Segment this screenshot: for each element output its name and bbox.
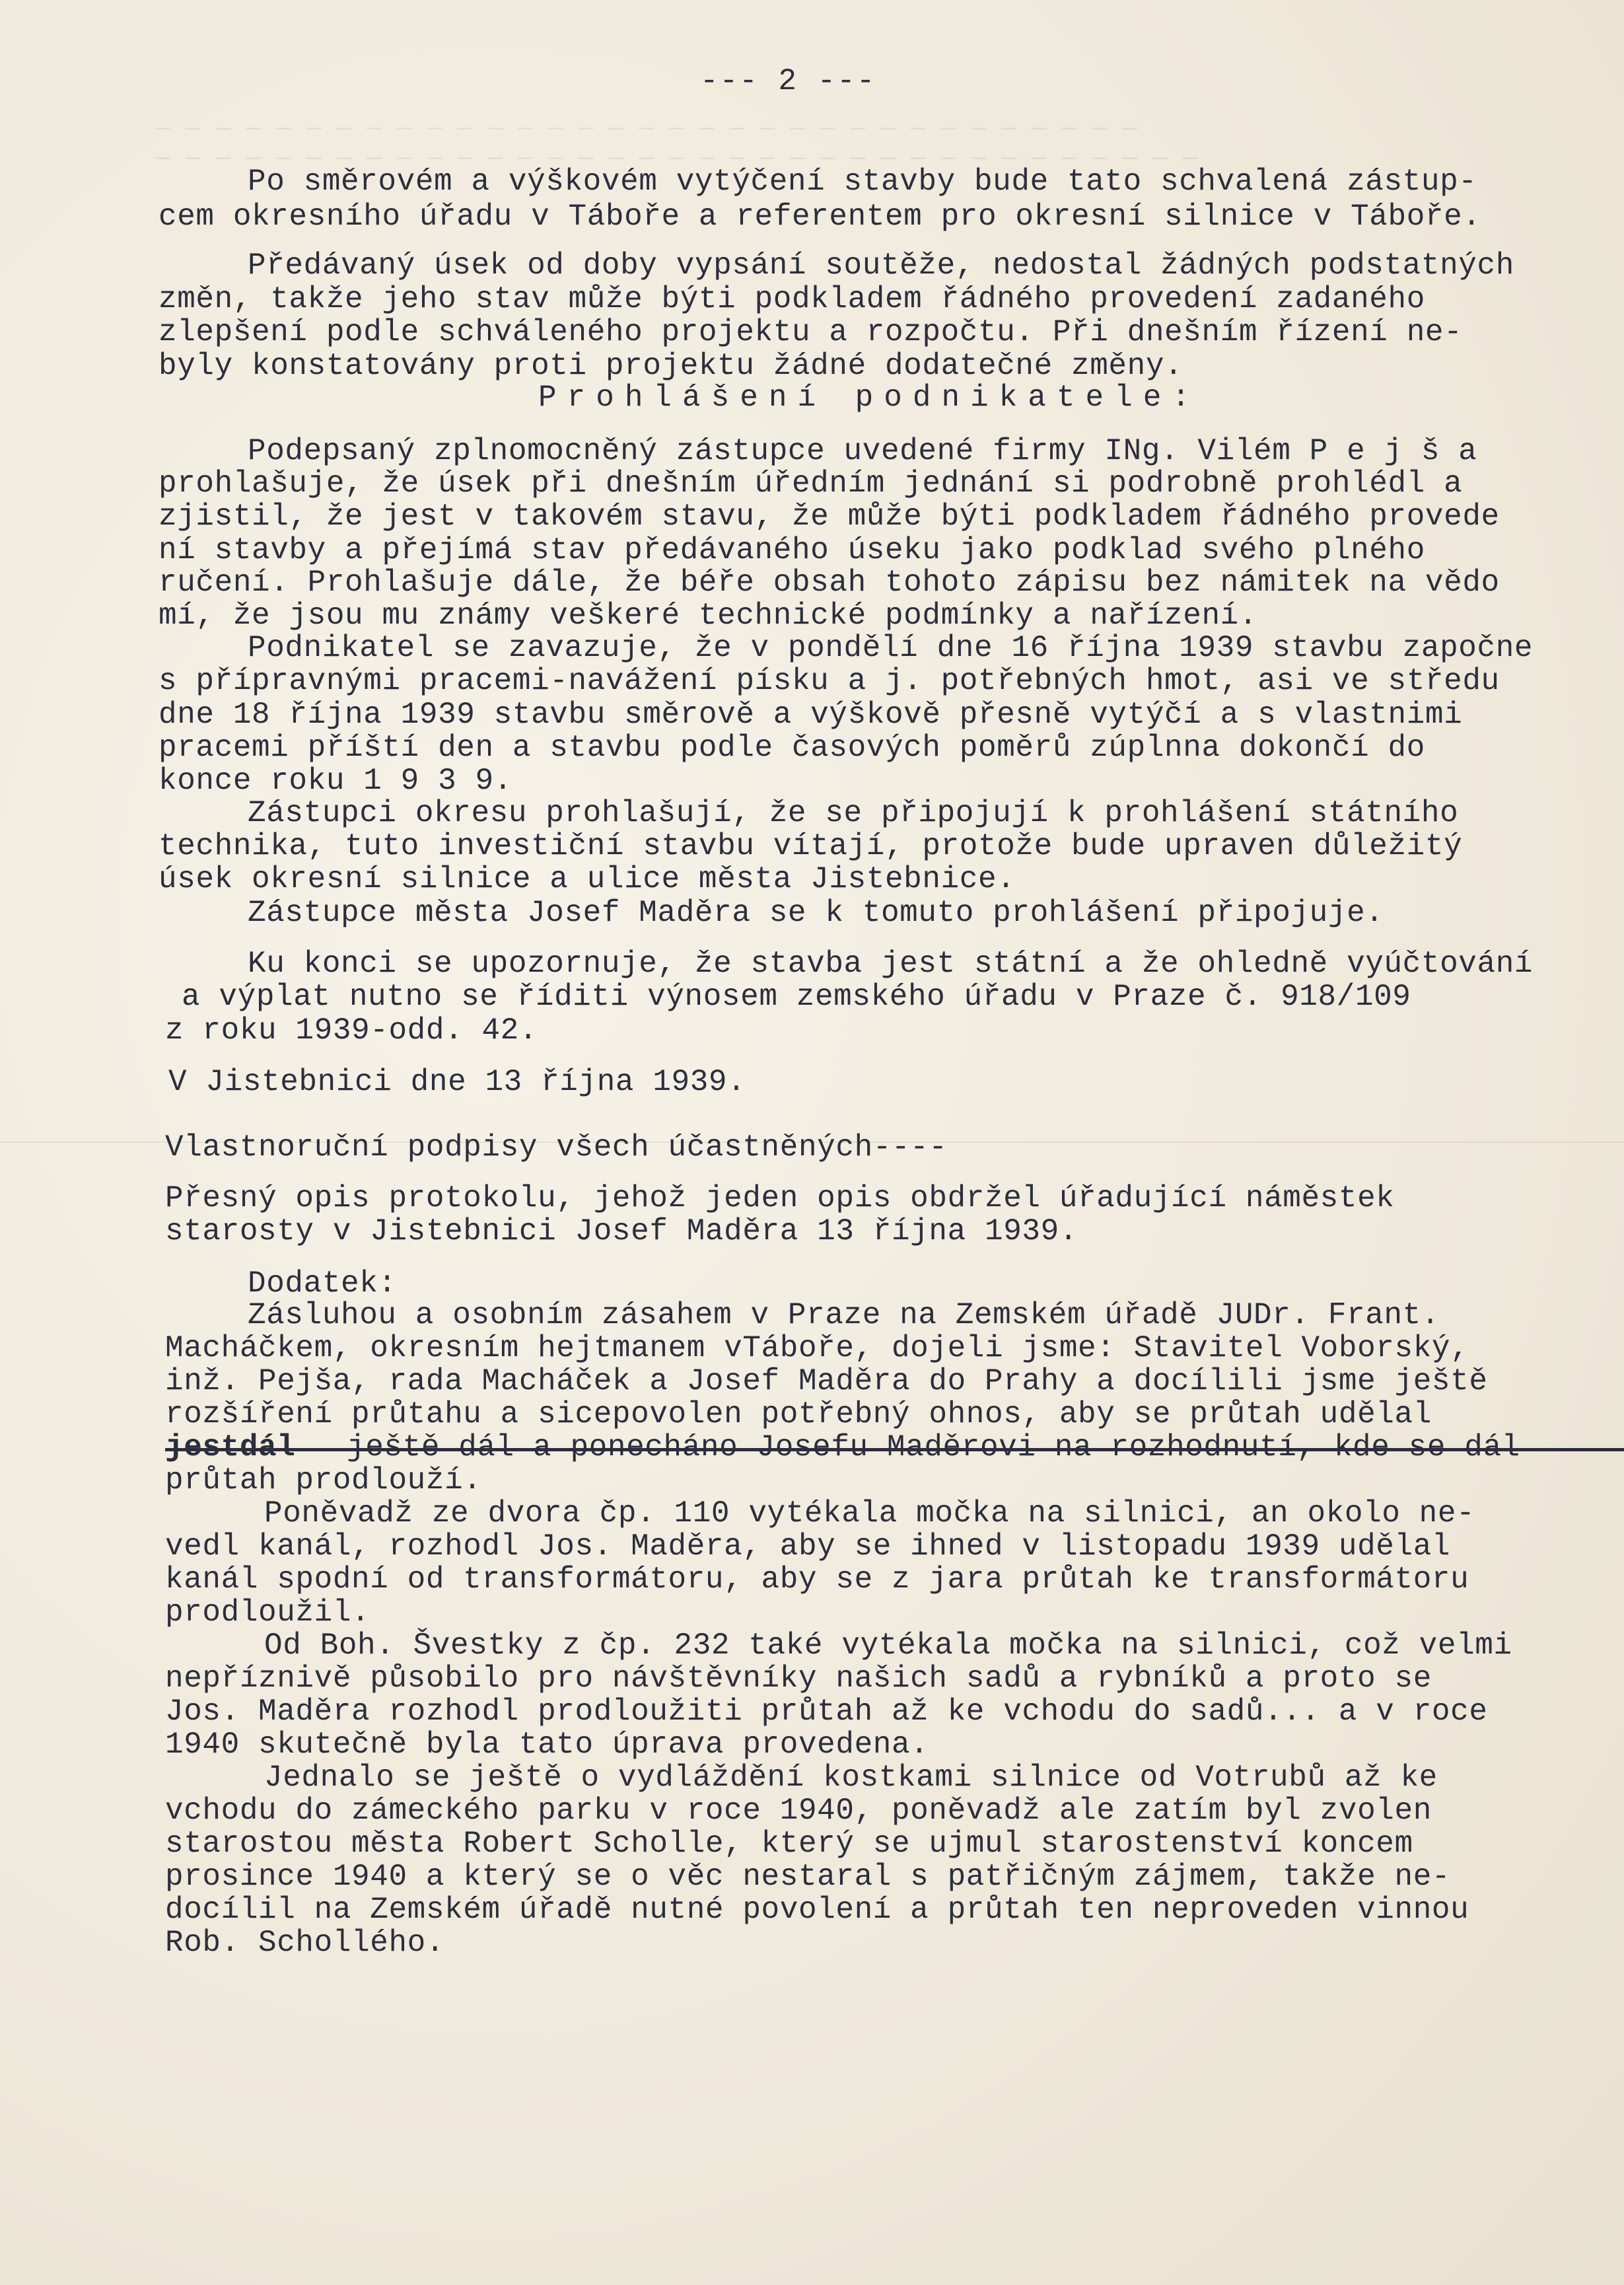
- text-line: Poněvadž ze dvora čp. 110 vytékala močka na silnici, an okolo ne-: [264, 1496, 1475, 1531]
- text-line: kanál spodní od transformátoru, aby se z jara průtah ke transformátoru: [165, 1562, 1469, 1597]
- text-line: Jos. Maděra rozhodl prodloužiti průtah až ke vchodu do sadů... a v roce: [165, 1694, 1488, 1729]
- text-line: ní stavby a přejímá stav předávaného úseku jako podklad svého plného: [159, 533, 1425, 567]
- page-number: --- 2 ---: [700, 64, 876, 98]
- text-line: z roku 1939-odd. 42.: [165, 1013, 538, 1048]
- text-line: starosty v Jistebnici Josef Maděra 13 října 1939.: [165, 1214, 1078, 1249]
- text-line: Předávaný úsek od doby vypsání soutěže, nedostal žádných podstatných: [248, 248, 1514, 283]
- struck-out-word: jestdál: [165, 1431, 1624, 1464]
- date-line: V Jistebnici dne 13 října 1939.: [168, 1065, 746, 1099]
- text-line: Ku konci se upozornuje, že stavba jest státní a že ohledně vyúčtování: [248, 947, 1534, 981]
- text-line: dne 18 října 1939 stavbu směrově a výškově přesně vytýčí a s vlastnimi: [159, 698, 1463, 732]
- text-line: prosince 1940 a který se o věc nestaral s patřičným zájmem, takže ne-: [165, 1860, 1451, 1894]
- show-through-text: — — — — — — — — — — — — — — — — — — — — — — — — — — — — — — — — —: [155, 112, 1138, 141]
- text-line: úsek okresní silnice a ulice města Jistebnice.: [159, 862, 1016, 896]
- text-line: vchodu do zámeckého parku v roce 1940, poněvadž ale zatím byl zvolen: [165, 1794, 1432, 1828]
- text-line: Zástupci okresu prohlašují, že se připojují k prohlášení státního: [248, 796, 1459, 830]
- text-line: starostou města Robert Scholle, který se ujmul starostenství koncem: [165, 1827, 1413, 1861]
- text-line: Zástupce města Josef Maděra se k tomuto prohlášení připojuje.: [248, 896, 1384, 930]
- text-line: prohlašuje, že úsek při dnešním úředním jednání si podrobně prohlédl a: [159, 466, 1463, 501]
- text-line: Zásluhou a osobním zásahem v Praze na Zemském úřadě JUDr. Frant.: [248, 1298, 1440, 1332]
- text-line: pracemi příští den a stavbu podle časových poměrů zúplnna dokončí do: [159, 731, 1425, 765]
- text-line: ještě dál a ponecháno Josefu Maděrovi na rozhodnutí, kde se dál: [347, 1430, 1520, 1465]
- text-line: zlepšení podle schváleného projektu a rozpočtu. Při dnešním řízení ne-: [159, 315, 1463, 349]
- text-line: Podnikatel se zavazuje, že v pondělí dne 16 října 1939 stavbu započne: [248, 631, 1534, 665]
- text-line: vedl kanál, rozhodl Jos. Maděra, aby se ihned v listopadu 1939 udělal: [165, 1529, 1451, 1564]
- text-line: s přípravnými pracemi-navážení písku a j. potřebných hmot, asi ve středu: [159, 664, 1500, 698]
- text-line: rozšíření průtahu a sicepovolen potřebný ohnos, aby se průtah udělal: [165, 1397, 1432, 1432]
- text-line: Přesný opis protokolu, jehož jeden opis obdržel úřadující náměstek: [165, 1181, 1395, 1215]
- text-line: prodloužil.: [165, 1595, 371, 1630]
- text-line: zjistil, že jest v takovém stavu, že může býti podkladem řádného provede: [159, 499, 1500, 534]
- text-line: Jednalo se ještě o vydláždění kostkami silnice od Votrubů až ke: [264, 1760, 1438, 1795]
- text-line: nepříznivě působilo pro návštěvníky našich sadů a rybníků a proto se: [165, 1661, 1432, 1696]
- text-line: změn, takže jeho stav může býti podkladem řádného provedení zadaného: [159, 282, 1425, 316]
- text-line: průtah prodlouží.: [165, 1463, 482, 1498]
- text-line: inž. Pejša, rada Macháček a Josef Maděra do Prahy a docílili jsme ještě: [165, 1364, 1488, 1398]
- text-line: technika, tuto investiční stavbu vítají, protože bude upraven důležitý: [159, 829, 1463, 863]
- show-through-text: — — — — — — — — — — — — — — — — — — — — — — — — — — — — — — — — — — —: [155, 142, 1198, 171]
- text-line: cem okresního úřadu v Táboře a referentem pro okresní silnice v Táboře.: [159, 199, 1481, 234]
- text-line: Od Boh. Švestky z čp. 232 také vytékala močka na silnici, což velmi: [264, 1628, 1512, 1663]
- text-line: 1940 skutečně byla tato úprava provedena.: [165, 1727, 929, 1762]
- text-line: Rob. Schollého.: [165, 1926, 445, 1960]
- text-line: docílil na Zemském úřadě nutné povolení a průtah ten neproveden vinnou: [165, 1893, 1469, 1927]
- text-line: byly konstatovány proti projektu žádné dodatečné změny.: [159, 349, 1183, 383]
- text-line: a výplat nutno se říditi výnosem zemského úřadu v Praze č. 918/109: [182, 980, 1411, 1014]
- text-line: Macháčkem, okresním hejtmanem vTáboře, dojeli jsme: Stavitel Voborský,: [165, 1331, 1469, 1365]
- section-heading: Prohlášení podnikatele:: [538, 381, 1201, 415]
- text-line: Podepsaný zplnomocněný zástupce uvedené firmy INg. Vilém P e j š a: [248, 434, 1477, 468]
- text-line: ručení. Prohlašuje dále, že béře obsah tohoto zápisu bez námitek na vědo: [159, 565, 1500, 600]
- addendum-heading: Dodatek:: [248, 1266, 397, 1301]
- text-line: Po směrovém a výškovém vytýčení stavby bude tato schvalená zástup-: [248, 164, 1477, 199]
- signatures-line: Vlastnoruční podpisy všech účastněných----: [165, 1130, 948, 1165]
- text-line: mí, že jsou mu známy veškeré technické podmínky a nařízení.: [159, 598, 1258, 633]
- text-line: konce roku 1 9 3 9.: [159, 764, 512, 798]
